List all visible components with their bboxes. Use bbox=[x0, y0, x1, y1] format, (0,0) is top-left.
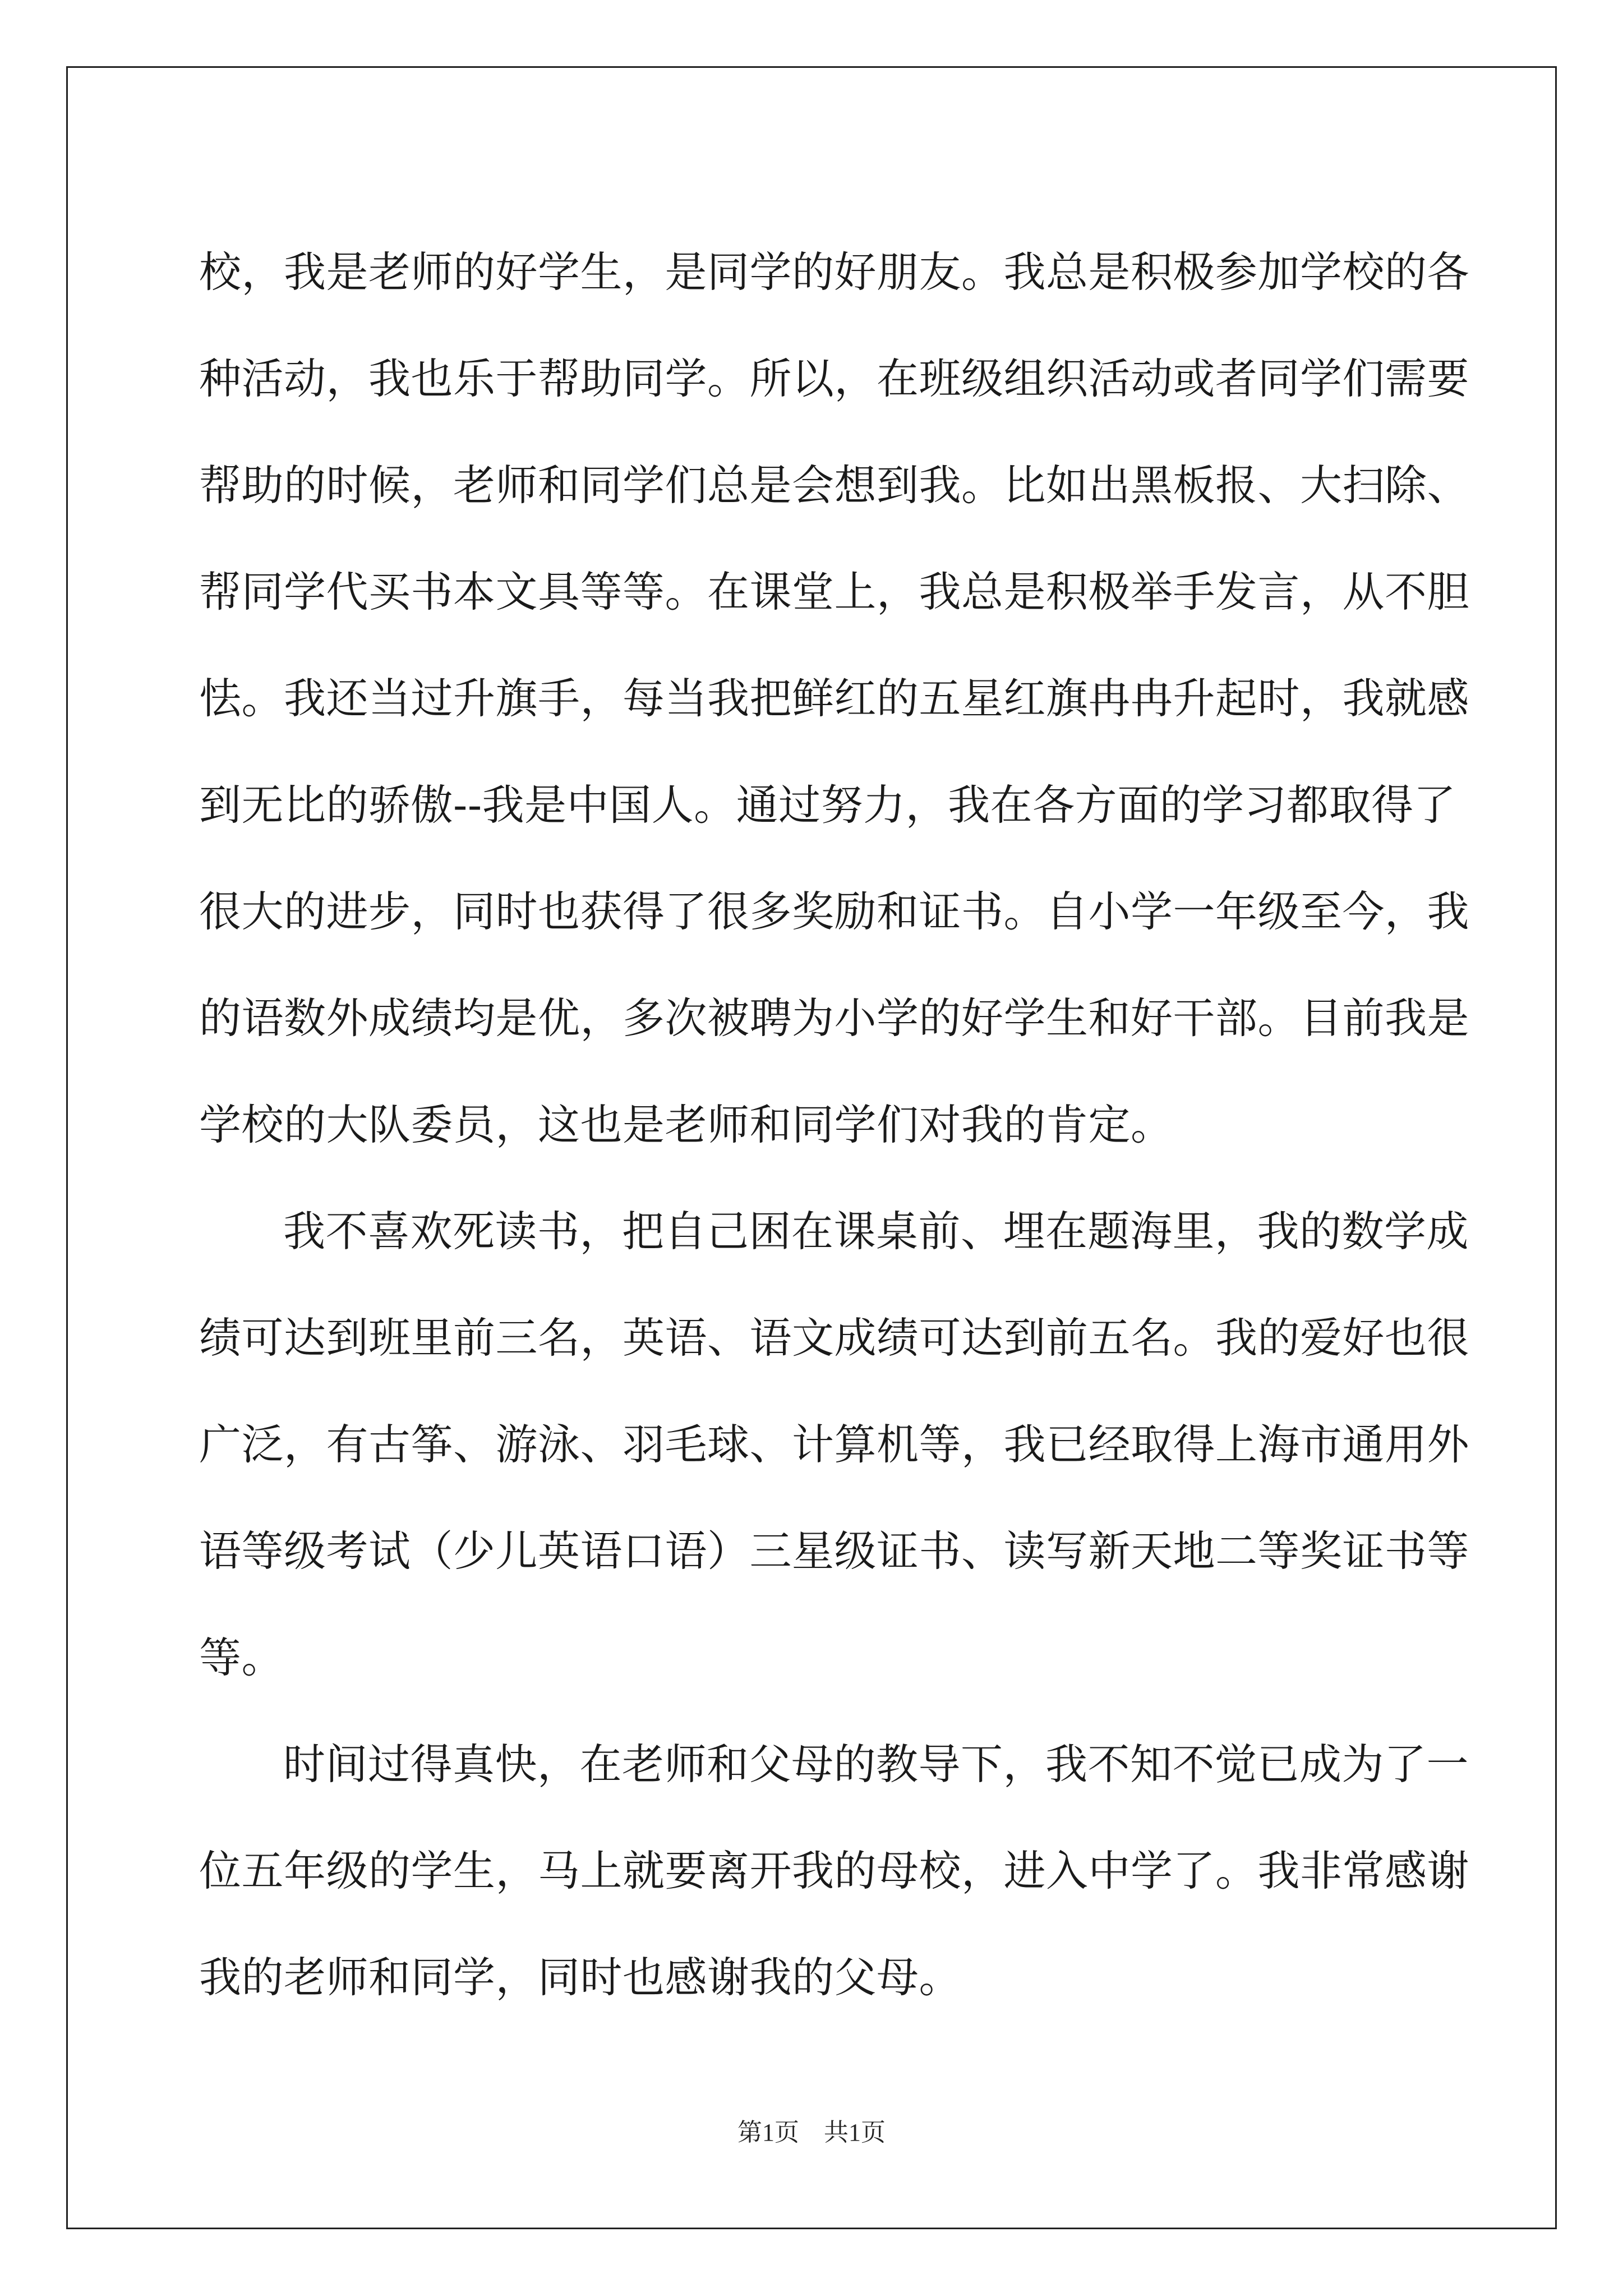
text-line: 我不喜欢死读书，把自己困在课桌前、埋在题海里，我的数学成 bbox=[283, 1207, 1469, 1256]
paragraph bbox=[199, 219, 1470, 1178]
text-line: 种活动，我也乐于帮助同学。所以，在班级组织活动或者同学们需要 bbox=[199, 354, 1470, 403]
text-line: 的语数外成绩均是优，多次被聘为小学的好学生和好干部。目前我是 bbox=[199, 993, 1470, 1043]
text-line: 帮助的时候，老师和同学们总是会想到我。比如出黑板报、大扫除、 bbox=[199, 461, 1470, 510]
paragraph bbox=[199, 1711, 1470, 2031]
text-line: 校，我是老师的好学生，是同学的好朋友。我总是积极参加学校的各 bbox=[199, 247, 1470, 297]
text-line: 我的老师和同学，同时也感谢我的父母。 bbox=[199, 1953, 962, 2002]
text-line: 等。 bbox=[199, 1633, 284, 1682]
document-body bbox=[199, 219, 1470, 2031]
text-line: 很大的进步，同时也获得了很多奖励和证书。自小学一年级至今，我 bbox=[199, 887, 1470, 936]
paragraph bbox=[199, 1178, 1470, 1711]
text-line: 时间过得真快，在老师和父母的教导下，我不知不觉已成为了一 bbox=[283, 1740, 1469, 1789]
text-line: 语等级考试（少儿英语口语）三星级证书、读写新天地二等奖证书等 bbox=[199, 1526, 1470, 1576]
page-number-footer: 第1页 共1页 bbox=[737, 2119, 886, 2146]
text-line: 学校的大队委员，这也是老师和同学们对我的肯定。 bbox=[199, 1100, 1173, 1149]
text-line: 到无比的骄傲--我是中国人。通过努力，我在各方面的学习都取得了 bbox=[199, 780, 1456, 830]
text-line: 怯。我还当过升旗手，每当我把鲜红的五星红旗冉冉升起时，我就感 bbox=[199, 674, 1470, 723]
text-line: 帮同学代买书本文具等等。在课堂上，我总是积极举手发言，从不胆 bbox=[199, 567, 1470, 616]
text-line: 广泛，有古筝、游泳、羽毛球、计算机等，我已经取得上海市通用外 bbox=[199, 1420, 1470, 1469]
text-line: 位五年级的学生，马上就要离开我的母校，进入中学了。我非常感谢 bbox=[199, 1846, 1470, 1895]
text-line: 绩可达到班里前三名，英语、语文成绩可达到前五名。我的爱好也很 bbox=[199, 1313, 1470, 1363]
